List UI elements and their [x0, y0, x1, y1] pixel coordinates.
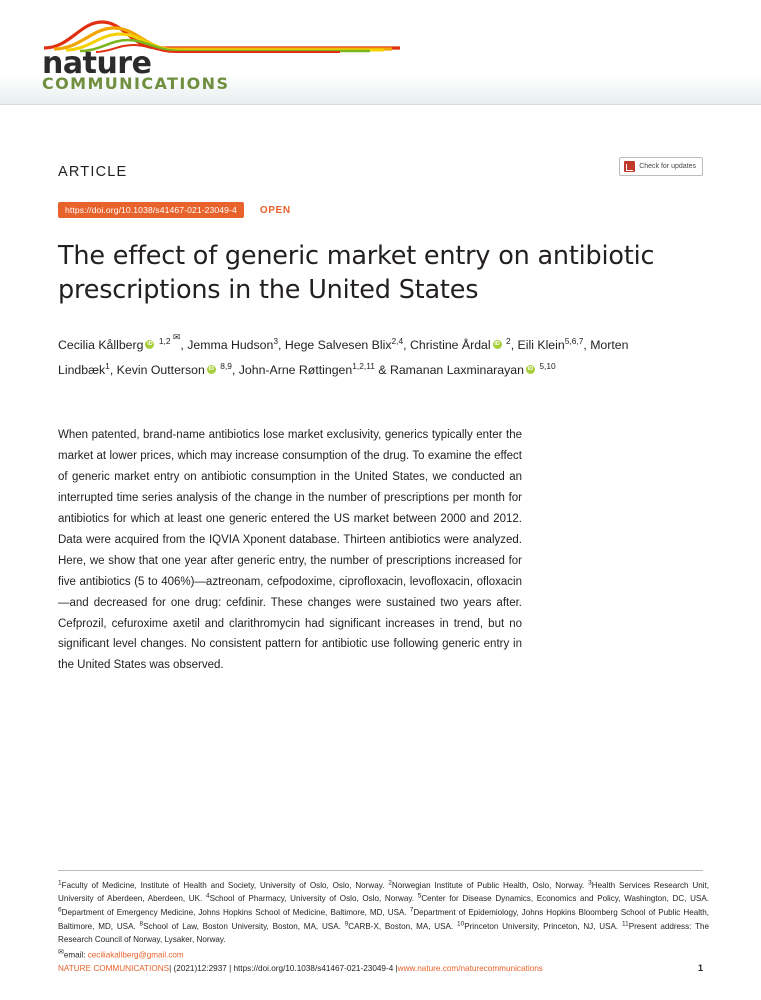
footer-citation [58, 964, 543, 973]
orcid-icon[interactable] [493, 340, 502, 349]
open-access-label: OPEN [259, 204, 291, 216]
page-footer [58, 963, 703, 973]
page-number: 1 [697, 963, 703, 973]
affiliations-text: $^1$Faculty of Medicine, Institute of Health and Society, University of Oslo, Oslo, Norway. $^2$Norwegian Institute of Public Health, Oslo, Norway. $^3$Health Services Research Unit, University of Aberdeen, Aberdeen, UK. $^4$School of Pharmacy, University of Oslo, Oslo, Norway. $^5$Center for Disease Dynamics, Economics and Policy, Washington, DC, USA. $^6$Department of Emergency Medicine, Johns Hopkins School of Medicine, Baltimore, MD, USA. $^7$Department of Epidemiology, Johns Hopkins Bloomberg School of Public Health, Baltimore, MD, USA. $^8$School of Law, Boston University, Boston, MA, USA. $^9$CARB-X, Boston, MA, USA. $^{10}$Princeton University, Princeton, NJ, USA. $^{11}$Present address: The Research Council of Norway, Lysaker, Norway. [58, 879, 709, 945]
journal-masthead [0, 0, 761, 105]
corresponding-email-line [58, 947, 709, 962]
abstract-text: When patented, brand-name antibiotics lose market exclusivity, generics typically enter the market at lower prices, which may increase consumption of the drug. To examine the effect of generic market entry on antibiotic consumption in the United States, we conducted an interrupted time series analysis of the change in the number of prescriptions per month for antibiotics for which at least one generic entered the US market between 2000 and 2012. Data were acquired from the IQVIA Xponent database. Thirteen antibiotics were analyzed. Here, we show that one year after generic entry, the number of prescriptions increased for five antibiotics (5 to 406%)—aztreonam, cefpodoxime, ciprofloxacin, levofloxacin, ofloxacin—and decreased for one drug: cefdinir. These changes were sustained two years after. Cefprozil, cefuroxime axetil and clarithromycin had significant increases in trend, but no significant level changes. No consistent pattern for antibiotic use following generic entry in the United States was observed. [58, 429, 522, 672]
brand-nature: nature [42, 46, 152, 81]
footer-url[interactable]: www.nature.com/naturecommunications [397, 964, 543, 973]
article-header-row [58, 163, 703, 193]
doi-link[interactable]: https://doi.org/10.1038/s41467-021-23049-4 [58, 202, 244, 218]
email-address[interactable]: ceciliakallberg@gmail.com [87, 950, 184, 960]
doi-row [58, 202, 703, 218]
orcid-icon[interactable] [207, 365, 216, 374]
nature-communications-logo[interactable] [40, 16, 440, 92]
footer-citation-detail: | (2021)12:2937 | https://doi.org/10.1038/s41467-021-23049-4 | [169, 964, 398, 973]
crossmark-icon [624, 161, 635, 172]
affiliations-block [58, 878, 709, 962]
article-page [0, 163, 761, 676]
article-type-label: ARTICLE [58, 164, 128, 180]
orcid-icon[interactable] [526, 365, 535, 374]
page-title: The effect of generic market entry on antibiotic prescriptions in the United States [58, 241, 655, 305]
orcid-icon[interactable] [145, 340, 154, 349]
email-label: email: [63, 950, 86, 960]
author-list: Cecilia Kållberg iD $^{1,2 ✉}$, Jemma Hudson$^3$, Hege Salvesen Blix$^{2,4}$, Christine Årdal iD $^2$, Eili Klein$^{5,6,7}$, Morten Lindbæk$^1$, Kevin Outterson iD $^{8,9}$, John-Arne Røttingen$^{1,2,11}$ & Ramanan Laxminarayan iD $^{5,10}$ [58, 329, 658, 383]
crossmark-badge[interactable] [619, 157, 703, 176]
brand-communications: COMMUNICATIONS [42, 74, 230, 93]
crossmark-label: Check for updates [639, 163, 696, 170]
footer-divider [58, 870, 703, 871]
footer-journal-name: NATURE COMMUNICATIONS [58, 964, 170, 973]
envelope-icon: ✉ [58, 949, 64, 957]
